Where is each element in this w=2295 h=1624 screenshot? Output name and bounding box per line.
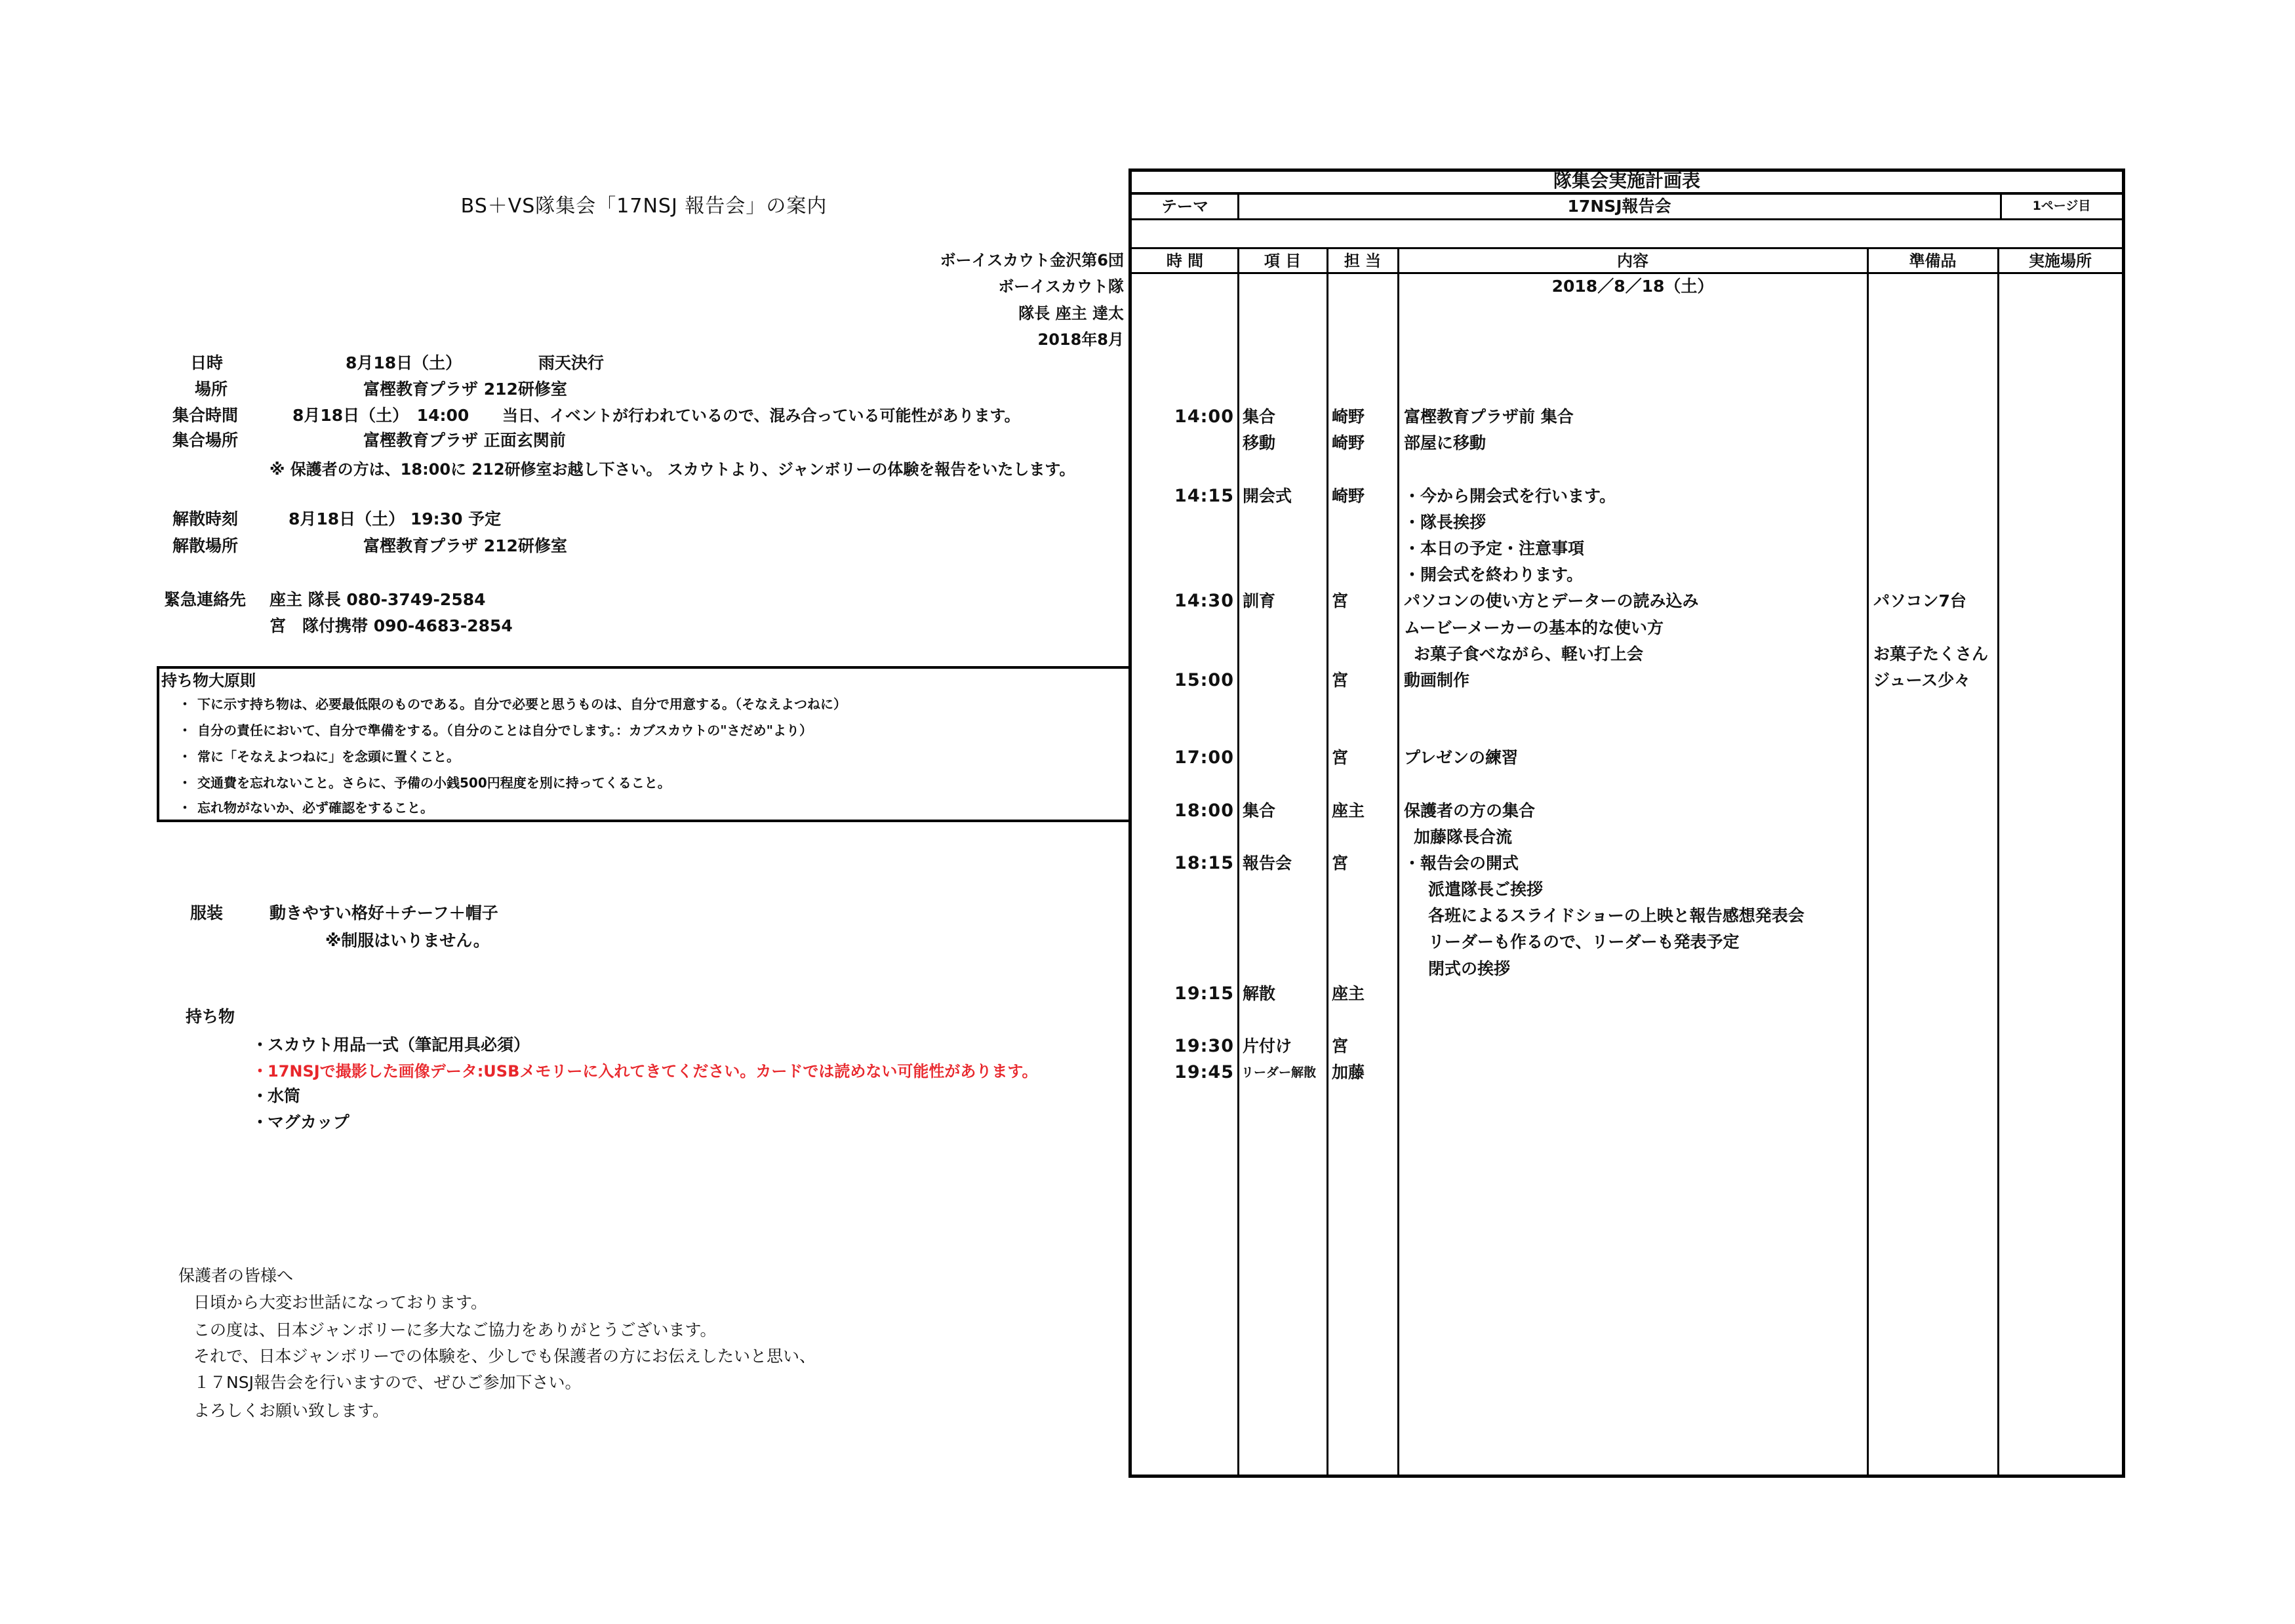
row-content: 各班によるスライドショーの上映と報告感想発表会 [1428,906,1805,925]
org-troop: ボーイスカウト隊 [998,277,1124,296]
table-rule [1997,248,1999,1476]
header-item: 項 目 [1264,252,1302,270]
dismiss-place-label: 解散場所 [172,536,239,555]
row-prep: パソコン7台 [1873,591,1966,610]
row-item: 訓育 [1243,591,1276,610]
principles-box [157,666,1132,822]
belongings-item: 水筒 [268,1086,301,1105]
row-content: ・本日の予定・注意事項 [1404,539,1585,558]
letter-line: １７NSJ報告会を行いますので、ぜひご参加下さい。 [193,1373,582,1392]
row-item: 集合 [1243,801,1276,820]
table-rule [1867,248,1869,1476]
header-time: 時 間 [1166,252,1204,270]
row-content: 加藤隊長合流 [1414,827,1513,846]
header-prep: 準備品 [1909,252,1957,270]
row-content: ・報告会の開式 [1404,854,1519,873]
table-rule [1128,218,2125,220]
org-date: 2018年8月 [1037,330,1124,349]
belongings-item: スカウト用品一式（筆記用具必須） [268,1035,530,1054]
emergency-contact: 宮 隊付携帯 090-4683-2854 [269,616,513,635]
datetime-note: 雨天決行 [538,353,605,372]
header-person: 担 当 [1344,252,1382,270]
row-content: 閉式の挨拶 [1428,959,1511,978]
letter-greeting: 保護者の皆様へ [178,1266,294,1285]
letter-line: この度は、日本ジャンボリーに多大なご協力をありがとうございます。 [193,1320,717,1339]
belongings-bullet: ・ [252,1086,269,1105]
gather-time-note: 当日、イベントが行われているので、混み合っている可能性があります。 [502,406,1020,425]
theme-label: テーマ [1161,197,1208,216]
principles-item: 忘れ物がないか、必ず確認をすること。 [197,800,433,816]
place-label: 場所 [195,380,228,399]
principles-item: 常に「そなえよつねに」を念頭に置くこと。 [197,749,460,764]
row-item: 解散 [1243,984,1276,1003]
belongings-item: マグカップ [268,1113,349,1132]
row-content: ムービーメーカーの基本的な使い方 [1404,618,1664,637]
row-content: 保護者の方の集合 [1404,801,1536,820]
gather-place-value: 富樫教育プラザ 正面玄関前 [363,431,566,450]
table-rule [1128,247,2125,249]
dismiss-time-value: 8月18日（土） 19:30 予定 [289,509,502,528]
row-content: お菓子食べながら、軽い打上会 [1414,644,1644,663]
principles-bullet: ・ [178,800,191,816]
principles-item: 下に示す持ち物は、必要最低限のものである。自分で必要と思うものは、自分で用意する。（そなえよつねに） [197,696,847,712]
principles-item: 自分の責任において、自分で準備をする。（自分のことは自分でします。：カブスカウトの"さだめ"より） [197,723,813,738]
table-rule [1237,248,1239,1476]
row-content: 動画制作 [1404,671,1470,690]
row-person: 加藤 [1332,1063,1365,1082]
row-item: 片付け [1243,1037,1292,1056]
principles-bullet: ・ [178,696,191,712]
row-content: ・今から開会式を行います。 [1404,486,1616,505]
clothing-note: ※制服はいりません。 [325,931,490,950]
datetime-value: 8月18日（土） [346,353,462,372]
row-item: 移動 [1243,433,1276,452]
row-item: 開会式 [1243,486,1292,505]
table-rule [1327,248,1328,1476]
row-person: 宮 [1332,1037,1349,1056]
row-content: ・開会式を終わります。 [1404,565,1584,584]
row-person: 座主 [1332,801,1365,820]
org-leader: 隊長 座主 達太 [1018,304,1124,323]
theme-value: 17NSJ報告会 [1567,197,1671,216]
row-person: 崎野 [1332,433,1365,452]
row-time: 19:30 [1174,1036,1234,1056]
row-content: 富樫教育プラザ前 集合 [1404,407,1574,426]
row-person: 崎野 [1332,407,1365,426]
row-content: 部屋に移動 [1404,433,1487,452]
letter-line: 日頃から大変お世話になっております。 [193,1293,488,1312]
row-person: 宮 [1332,854,1349,873]
row-content: 派遣隊長ご挨拶 [1428,880,1544,899]
datetime-label: 日時 [190,353,224,372]
principles-bullet: ・ [178,749,191,764]
row-content: リーダーも作るので、リーダーも発表予定 [1428,932,1740,951]
belongings-bullet: ・ [252,1113,269,1132]
letter-line: それで、日本ジャンボリーでの体験を、少しでも保護者の方にお伝えしたいと思い、 [193,1347,816,1366]
plan-table [1128,168,2125,1478]
row-person: 宮 [1332,748,1349,767]
row-time: 19:45 [1174,1062,1234,1082]
principles-item: 交通費を忘れないこと。さらに、予備の小銭500円程度を別に持ってくること。 [197,775,671,791]
row-time: 17:00 [1174,747,1234,768]
plan-date: 2018／8／18（土） [1551,277,1714,296]
principles-bullet: ・ [178,723,191,738]
row-time: 14:15 [1174,486,1234,506]
header-location: 実施場所 [2029,252,2092,270]
belongings-bullet: ・ [252,1035,269,1054]
table-rule [1128,272,2125,274]
row-time: 18:15 [1174,853,1234,873]
belongings-item-highlight: 17NSJで撮影した画像データ:USBメモリーに入れてきてください。カードでは読めない可能性があります。 [268,1062,1038,1080]
row-item: 報告会 [1243,854,1292,873]
dismiss-place-value: 富樫教育プラザ 212研修室 [363,536,567,555]
row-time: 14:00 [1174,406,1234,427]
principles-title: 持ち物大原則 [161,671,256,690]
clothing-value: 動きやすい格好＋チーフ＋帽子 [269,903,498,922]
row-person: 崎野 [1332,486,1365,505]
dismiss-time-label: 解散時刻 [172,509,239,528]
page-number: 1ページ目 [2032,199,2091,213]
row-time: 15:00 [1174,670,1234,690]
row-content: パソコンの使い方とデーターの読み込み [1404,591,1699,610]
letter-line: よろしくお願い致します。 [193,1401,389,1420]
row-person: 座主 [1332,984,1365,1003]
principles-bullet: ・ [178,775,191,791]
emergency-contact: 座主 隊長 080-3749-2584 [269,590,486,609]
header-content: 内容 [1617,252,1648,270]
belongings-label: 持ち物 [186,1007,235,1026]
clothing-label: 服装 [190,903,224,922]
row-time: 19:15 [1174,983,1234,1004]
row-prep: ジュース少々 [1873,671,1971,690]
guardian-note: ※ 保護者の方は、18:00に 212研修室お越し下さい。 スカウトより、ジャンボリーの体験を報告をいたします。 [269,460,1075,479]
row-prep: お菓子たくさん [1873,644,1989,663]
gather-time-label: 集合時間 [172,406,239,425]
row-content: プレゼンの練習 [1404,748,1519,767]
place-value: 富樫教育プラザ 212研修室 [363,380,567,399]
row-person: 宮 [1332,591,1349,610]
table-rule [1397,248,1399,1476]
row-item: リーダー解散 [1241,1065,1317,1080]
row-time: 14:30 [1174,591,1234,611]
row-content: ・隊長挨拶 [1404,513,1487,532]
gather-time-value: 8月18日（土） 14:00 [292,406,469,425]
plan-title: 隊集会実施計画表 [1553,170,1700,191]
document-title: BS＋VS隊集会「17NSJ 報告会」の案内 [460,195,828,218]
row-item: 集合 [1243,407,1276,426]
gather-place-label: 集合場所 [172,431,239,450]
org-group: ボーイスカウト金沢第6団 [940,251,1124,269]
emergency-label: 緊急連絡先 [164,590,247,609]
row-time: 18:00 [1174,801,1234,821]
table-rule [1128,192,2125,195]
row-person: 宮 [1332,671,1349,690]
belongings-bullet: ・ [252,1061,269,1080]
